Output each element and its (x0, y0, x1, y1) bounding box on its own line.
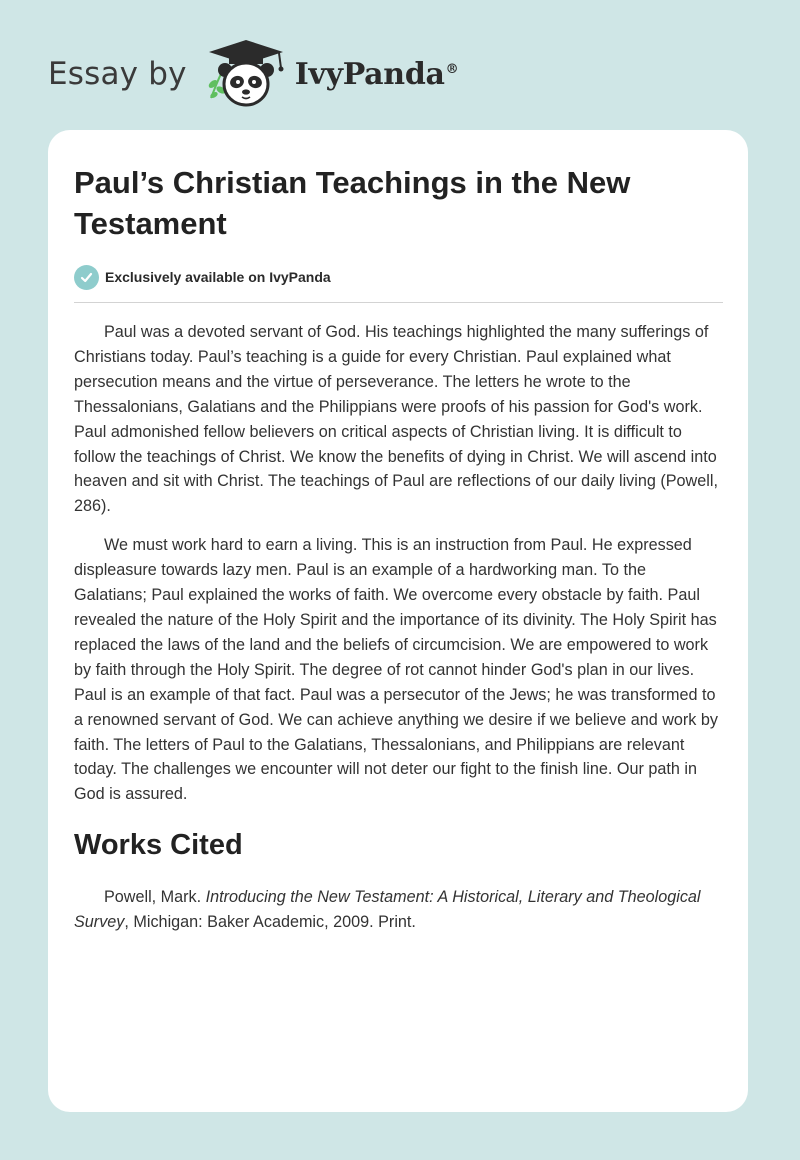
brand-name[interactable] (295, 57, 459, 92)
brand-name-text: IvyPanda (294, 56, 445, 92)
citation-title: Introducing the New Testament: A Historical, Literary and Theological Survey (74, 888, 701, 932)
paragraph-1: Paul was a devoted servant of God. His teachings highlighted the many sufferings of Christians today. Paul’s teaching is a guide for every Christian. Paul explained what persecution means and the virtue of perseverance. The letters he wrote to the Thessalonians, Galatians and the Philippians were proofs of his passion for God's work. Paul admonished fellow believers on critical aspects of Christian living. It is difficult to follow the teachings of Christ. We know the benefits of dying in Christ. We will ascend into heaven and sit with Christ. The teachings of Paul are reflections of our daily living (Powell, 286). (74, 323, 718, 516)
panda-graduate-icon[interactable] (201, 38, 291, 110)
paragraph-2: We must work hard to earn a living. This is an instruction from Paul. He expressed displeasure towards lazy men. Paul is an example of a hardworking man. To the Galatians; Paul explained the works of faith. We overcome every obstacle by faith. Paul revealed the nature of the Holy Spirit and the importance of its divinity. The Holy Spirit has replaced the laws of the land and the beliefs of circumcision. We are empowered to work by faith through the Holy Spirit. The degree of rot cannot hinder God's plan in our lives. Paul is an example of that fact. Paul was a persecutor of the Jews; he was transformed to a renowned servant of God. We can achieve anything we desire if we believe and work by faith. The letters of Paul to the Galatians, Thessalonians, and Philippians are relevant today. The challenges we encounter will not deter our fight to the finish line. Our path in God is assured. (74, 536, 718, 804)
essay-content (74, 162, 723, 935)
essay-title: Paul’s Christian Teachings in the New Testament (74, 165, 631, 241)
citation-rest: , Michigan: Baker Academic, 2009. Print. (124, 913, 416, 932)
divider (74, 302, 723, 303)
exclusive-badge (74, 264, 723, 290)
check-icon (74, 265, 99, 290)
brand-prefix: Essay by (48, 56, 187, 92)
brand-header (48, 34, 458, 114)
citation-entry (74, 885, 723, 935)
registered-mark: ® (445, 61, 459, 77)
exclusive-label: Exclusively available on IvyPanda (105, 269, 331, 285)
essay-card (48, 130, 748, 1112)
works-cited-heading: Works Cited (74, 829, 243, 862)
citation-author: Powell, Mark. (104, 888, 202, 907)
